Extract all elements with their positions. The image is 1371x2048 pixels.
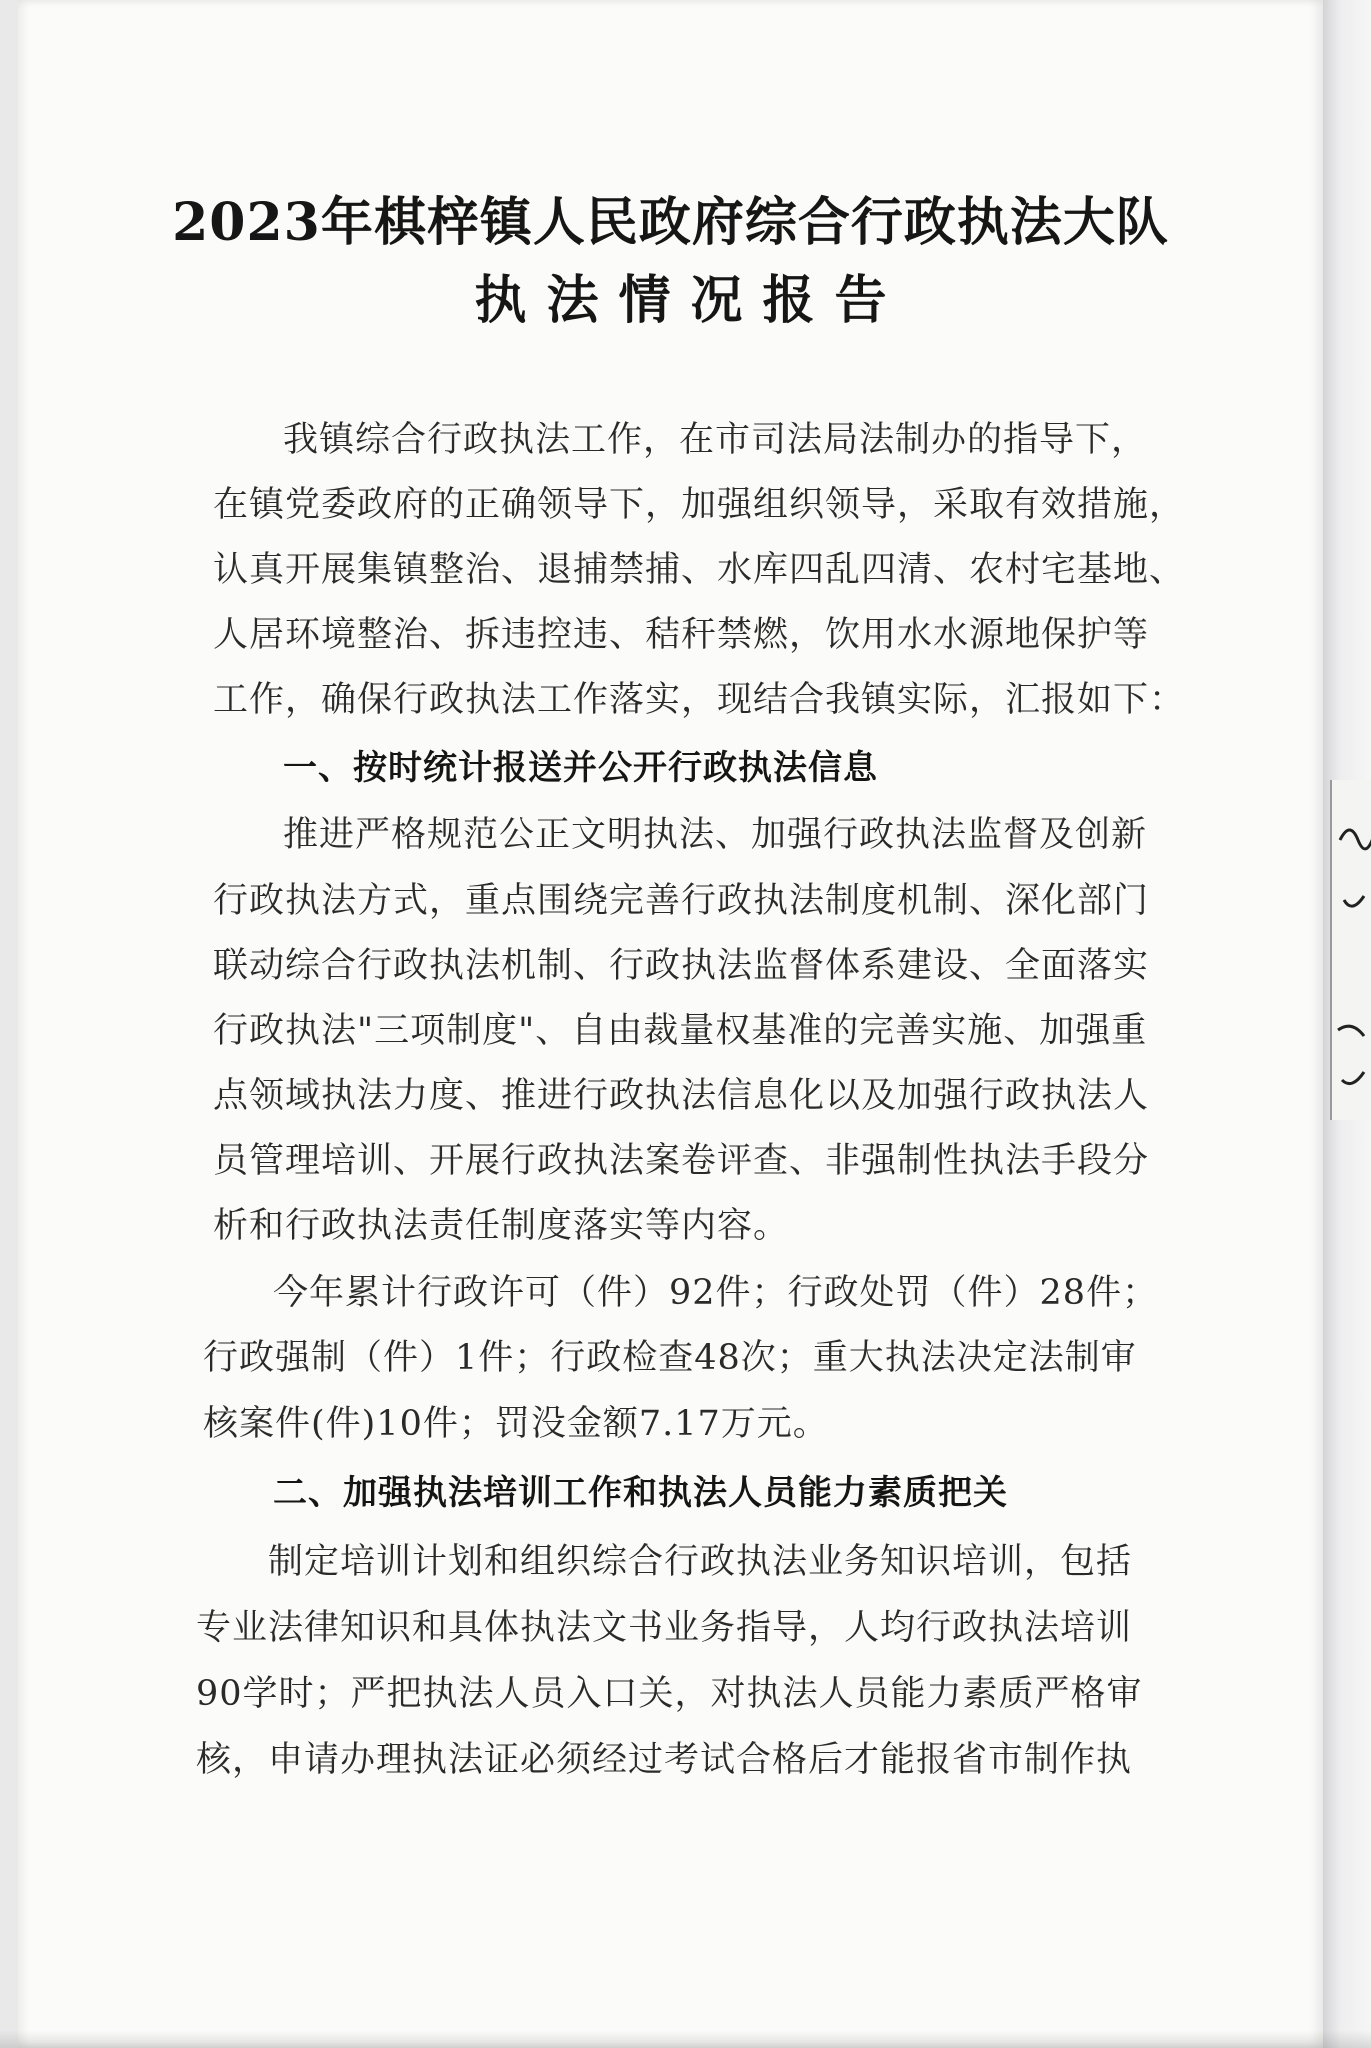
statistics-line: 行政强制（件）1件；行政检查48次；重大执法决定法制审 — [203, 1338, 1137, 1378]
body-line: 推进严格规范公正文明执法、加强行政执法监督及创新 — [283, 815, 1148, 855]
section-heading-1: 一、按时统计报送并公开行政执法信息 — [283, 748, 878, 788]
document-title-line-1: 2023年棋梓镇人民政府综合行政执法大队 — [172, 192, 1169, 253]
document-title-line-2: 执法情况报告 — [474, 270, 907, 331]
body-line: 人居环境整治、拆违控违、秸秆禁燃，饮用水水源地保护等 — [213, 615, 1150, 655]
handwritten-note-paper — [1330, 780, 1371, 1120]
handwriting-scribble — [1332, 780, 1371, 1120]
body-line: 我镇综合行政执法工作，在市司法局法制办的指导下， — [283, 420, 1148, 460]
body-line: 核，申请办理执法证必须经过考试合格后才能报省市制作执 — [196, 1740, 1133, 1780]
body-line: 制定培训计划和组织综合行政执法业务知识培训，包括 — [268, 1542, 1133, 1582]
page-edge-shadow — [0, 2030, 1371, 2048]
statistics-line: 今年累计行政许可（件）92件；行政处罚（件）28件； — [273, 1273, 1159, 1313]
body-line: 点领域执法力度、推进行政执法信息化以及加强行政执法人 — [213, 1076, 1150, 1116]
body-line: 工作，确保行政执法工作落实，现结合我镇实际，汇报如下： — [213, 680, 1186, 720]
body-line: 析和行政执法责任制度落实等内容。 — [213, 1206, 790, 1246]
section-heading-2: 二、加强执法培训工作和执法人员能力素质把关 — [273, 1473, 1008, 1513]
body-line: 在镇党委政府的正确领导下，加强组织领导，采取有效措施， — [213, 485, 1186, 525]
body-line: 专业法律知识和具体执法文书业务指导，人均行政执法培训 — [196, 1608, 1133, 1648]
document-page — [18, 0, 1323, 2048]
body-line: 行政执法"三项制度"、自由裁量权基准的完善实施、加强重 — [213, 1011, 1148, 1051]
body-line: 员管理培训、开展行政执法案卷评查、非强制性执法手段分 — [213, 1141, 1150, 1181]
body-line: 行政执法方式，重点围绕完善行政执法制度机制、深化部门 — [213, 881, 1150, 921]
body-line: 联动综合行政执法机制、行政执法监督体系建设、全面落实 — [213, 946, 1150, 986]
body-line: 认真开展集镇整治、退捕禁捕、水库四乱四清、农村宅基地、 — [213, 550, 1186, 590]
body-line: 90学时；严把执法人员入口关，对执法人员能力素质严格审 — [196, 1674, 1143, 1714]
statistics-line: 核案件(件)10件；罚没金额7.17万元。 — [203, 1404, 829, 1444]
